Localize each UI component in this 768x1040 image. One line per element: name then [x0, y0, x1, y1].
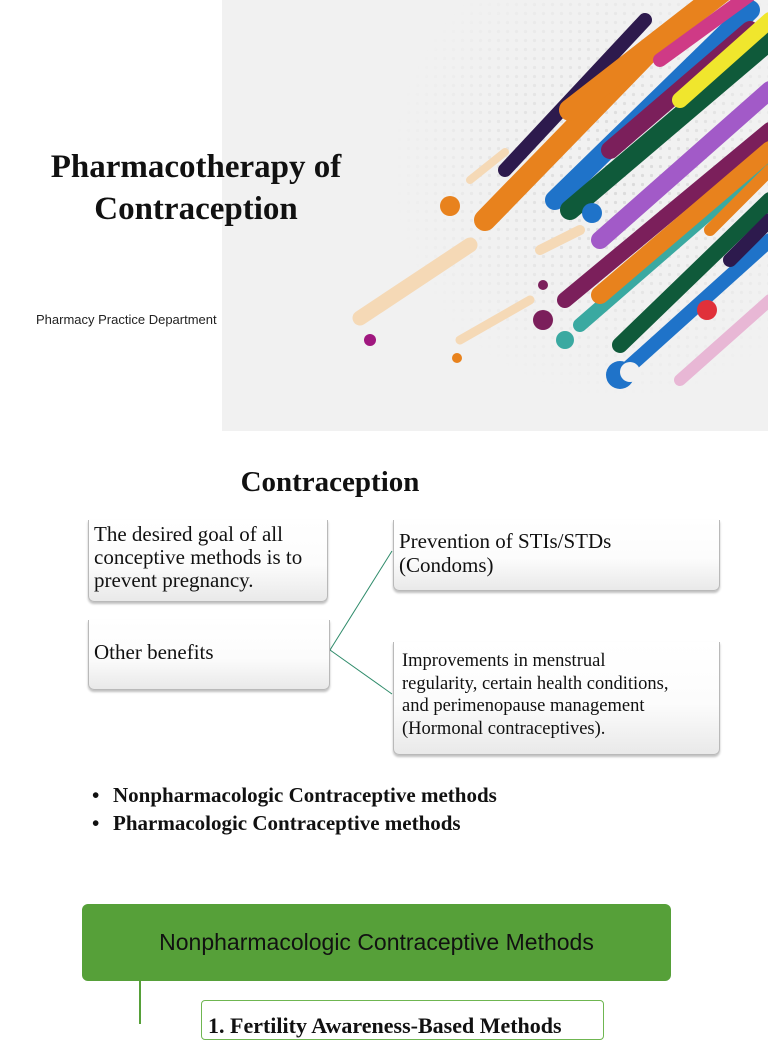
improvements-text-line: Improvements in menstrual — [402, 651, 606, 671]
goal-text-line: The desired goal of all — [94, 522, 283, 546]
other-benefits-box — [88, 620, 330, 690]
improvements-text-line: regularity, certain health conditions, — [402, 673, 669, 694]
sti-prevention-box — [393, 520, 720, 591]
colorful-stripes-graphic — [330, 0, 768, 420]
improvements-text-line: (Hormonal contraceptives). — [402, 718, 606, 739]
first-method-label: 1. Fertility Awareness-Based Methods — [208, 1013, 562, 1038]
header-label: Nonpharmacologic Contraceptive Methods — [159, 929, 594, 955]
connector-to-sti-box — [330, 551, 392, 650]
presentation-title — [16, 146, 376, 230]
title-line-2: Contraception — [94, 191, 298, 227]
sti-text-line: (Condoms) — [399, 553, 494, 577]
connector-to-improvements-box — [330, 650, 392, 694]
benefits-label: Other benefits — [94, 640, 214, 664]
goal-text-line: conceptive methods is to — [94, 545, 303, 569]
title-slide — [0, 0, 768, 431]
slide-title-contraception: Contraception — [240, 466, 420, 498]
goal-box — [88, 520, 328, 602]
tree-connector-line — [139, 981, 141, 1024]
sti-text-line: Prevention of STIs/STDs — [399, 529, 612, 553]
fertility-awareness-box — [201, 1000, 604, 1040]
methods-bullet-list — [90, 781, 497, 837]
goal-text-line: prevent pregnancy. — [94, 568, 254, 592]
bullet-item: • Nonpharmacologic Contraceptive methods — [90, 781, 497, 809]
improvements-box — [393, 642, 720, 755]
improvements-text-line: and perimenopause management — [402, 696, 645, 716]
nonpharmacologic-methods-header — [82, 904, 671, 981]
bullet-item: • Pharmacologic Contraceptive methods — [90, 809, 497, 837]
title-line-1: Pharmacotherapy of — [50, 149, 342, 185]
presentation-subtitle: Pharmacy Practice Department — [36, 312, 217, 327]
